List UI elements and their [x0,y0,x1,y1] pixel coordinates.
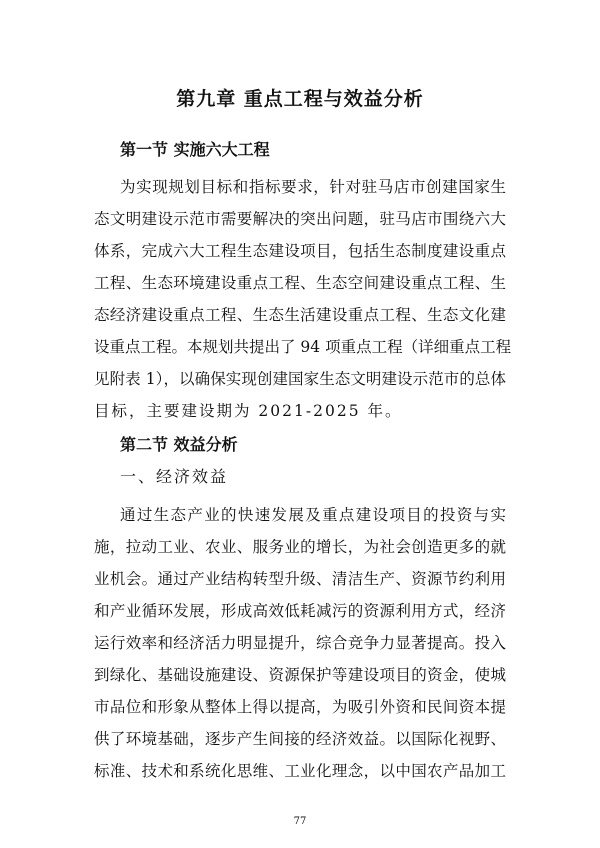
paragraph-line: 通过生态产业的快速发展及重点建设项目的投资与实 [120,506,506,524]
section-heading-2: 第二节 效益分析 [120,435,238,454]
paragraph-line: 和产业循环发展，形成高效低耗减污的资源利用方式，经济 [94,602,506,620]
paragraph-line: 态文明建设示范市需要解决的突出问题，驻马店市围绕六大 [94,210,506,228]
section-heading-1: 第一节 实施六大工程 [120,140,270,159]
subsection-heading: 一、经济效益 [120,467,229,486]
paragraph-line: 态经济建设重点工程、生态生活建设重点工程、生态文化建 [94,306,506,324]
paragraph-line: 标准、技术和系统化思维、工业化理念，以中国农产品加工 [94,762,506,780]
paragraph-line: 为实现规划目标和指标要求，针对驻马店市创建国家生 [120,178,506,196]
paragraph-line: 设重点工程。本规划共提出了 94 项重点工程（详细重点工程 [94,338,512,356]
paragraph-line: 见附表 1），以确保实现创建国家生态文明建设示范市的总体 [94,370,506,388]
paragraph-line: 供了环境基础，逐步产生间接的经济效益。以国际化视野、 [94,730,506,748]
paragraph-line: 业机会。通过产业结构转型升级、清洁生产、资源节约利用 [94,570,506,588]
paragraph-line: 目标，主要建设期为 2021-2025 年。 [94,402,403,420]
paragraph-line: 体系，完成六大工程生态建设项目，包括生态制度建设重点 [94,242,506,260]
chapter-title: 第九章 重点工程与效益分析 [176,88,424,110]
paragraph-line: 运行效率和经济活力明显提升，综合竞争力显著提高。投入 [94,634,506,652]
page-number: 77 [293,816,307,827]
paragraph-line: 到绿化、基础设施建设、资源保护等建设项目的资金，使城 [94,666,506,684]
paragraph-line: 工程、生态环境建设重点工程、生态空间建设重点工程、生 [94,274,506,292]
paragraph-line: 市品位和形象从整体上得以提高，为吸引外资和民间资本提 [94,698,506,716]
paragraph-line: 施，拉动工业、农业、服务业的增长，为社会创造更多的就 [94,538,506,556]
